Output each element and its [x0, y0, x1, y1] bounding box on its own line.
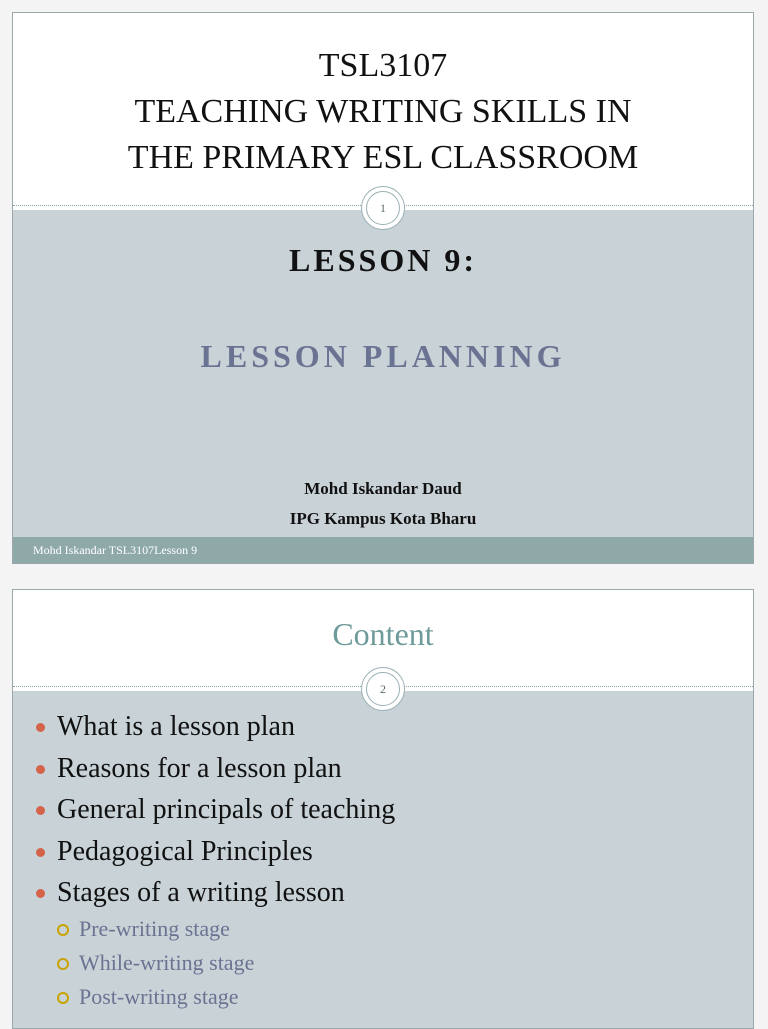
- sub-list-item: [55, 946, 254, 980]
- sub-list-item: [55, 980, 254, 1014]
- bullet-dot-icon: [36, 848, 45, 857]
- list-item: [33, 789, 395, 831]
- slide-number: 1: [366, 191, 400, 225]
- bullet-text: Pedagogical Principles: [57, 835, 313, 867]
- bullet-dot-icon: [36, 723, 45, 732]
- sub-bullet-text: Post-writing stage: [79, 984, 239, 1009]
- slide-number-badge: [362, 668, 404, 710]
- slide-title: [13, 43, 753, 181]
- sub-list-item: [55, 912, 254, 946]
- slide-1: [12, 12, 754, 564]
- sub-bullet-text: Pre-writing stage: [79, 916, 230, 941]
- institution-name: IPG Kampus Kota Bharu: [289, 509, 477, 528]
- bullet-dot-icon: [36, 806, 45, 815]
- slide-footer: Mohd Iskandar TSL3107Lesson 9: [13, 537, 753, 563]
- bullet-list: [33, 706, 395, 914]
- ring-bullet-icon: [57, 992, 69, 1004]
- list-item: [33, 831, 395, 873]
- slide-number: 2: [366, 672, 400, 706]
- lesson-subtitle: LESSON PLANNING: [200, 338, 566, 374]
- list-item: [33, 706, 395, 748]
- bullet-text: What is a lesson plan: [57, 711, 295, 742]
- course-code: TSL3107: [318, 47, 448, 84]
- lesson-heading: LESSON 9:: [289, 242, 477, 278]
- bullet-dot-icon: [36, 889, 45, 898]
- ring-bullet-icon: [57, 924, 69, 936]
- sub-bullet-list: [55, 912, 254, 1014]
- course-title-line-1: TEACHING WRITING SKILLS IN: [134, 93, 632, 130]
- sub-bullet-text: While-writing stage: [79, 950, 255, 975]
- list-item: [33, 748, 395, 790]
- bullet-text: General principals of teaching: [57, 794, 396, 825]
- list-item: [33, 872, 395, 914]
- author-name: Mohd Iskandar Daud: [304, 479, 462, 498]
- bullet-dot-icon: [36, 765, 45, 774]
- bullet-text: Reasons for a lesson plan: [57, 752, 342, 784]
- bullet-text: Stages of a writing lesson: [57, 877, 345, 908]
- slide-title: Content: [332, 616, 434, 652]
- slide-2: [12, 589, 754, 1029]
- course-title-line-2: THE PRIMARY ESL CLASSROOM: [127, 139, 639, 176]
- ring-bullet-icon: [57, 958, 69, 970]
- slide-number-badge: [362, 187, 404, 229]
